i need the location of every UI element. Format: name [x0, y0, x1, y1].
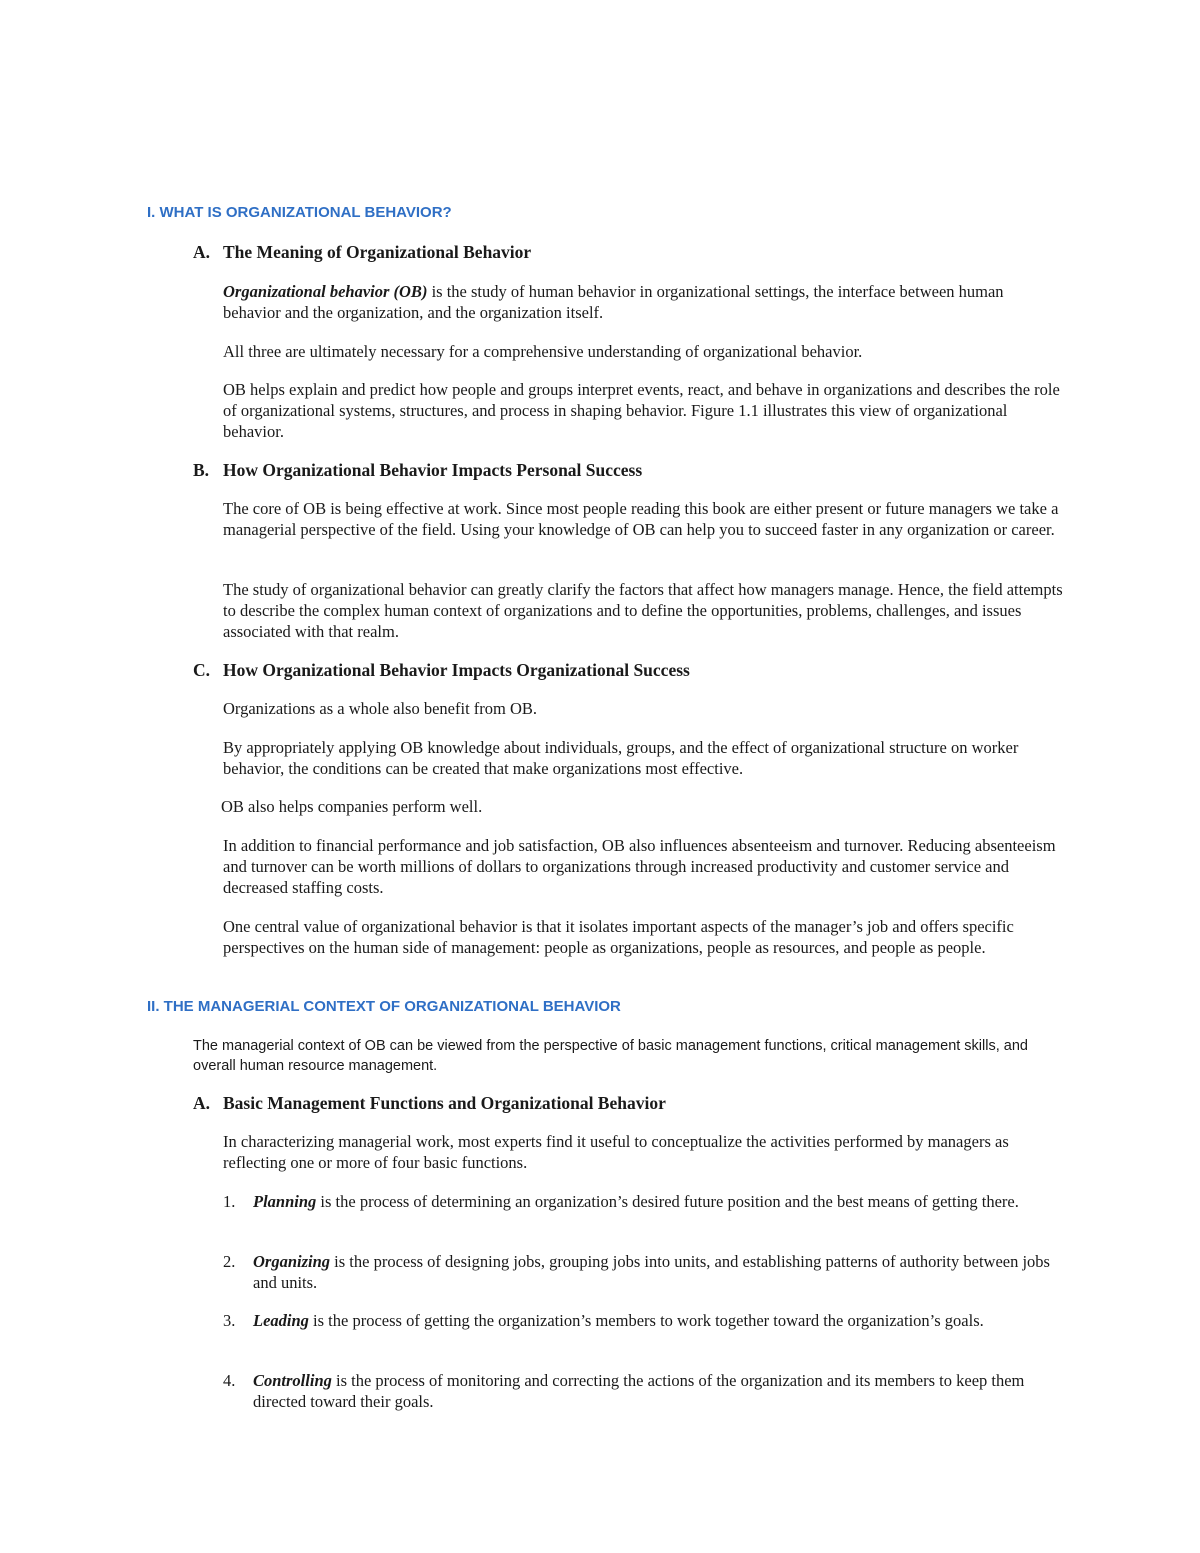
list-number: 4. — [223, 1371, 236, 1390]
term-planning: Planning — [253, 1192, 317, 1211]
subheading-letter: B. — [193, 460, 210, 480]
section-heading-2: II. THE MANAGERIAL CONTEXT OF ORGANIZATIONAL BEHAVIOR — [147, 998, 621, 1015]
subheading-meaning-of-ob — [193, 242, 531, 263]
subheading-title: How Organizational Behavior Impacts Personal Success — [223, 460, 643, 480]
list-item-text: is the process of designing jobs, grouping jobs into units, and establishing patterns of authority between jobs and units. — [253, 1252, 1050, 1292]
term-organizational-behavior: Organizational behavior (OB) — [223, 282, 428, 301]
term-controlling: Controlling — [253, 1371, 332, 1390]
list-item-leading — [223, 1310, 1063, 1331]
subheading-title: The Meaning of Organizational Behavior — [223, 242, 532, 262]
list-number: 3. — [223, 1311, 236, 1330]
paragraph-central-value: One central value of organizational behavior is that it isolates important aspects of the manager’s job and offers specific perspectives on the human side of management: people as organizations, people as resources, and people as people. — [223, 917, 1014, 957]
paragraph-absenteeism: In addition to financial performance and job satisfaction, OB also influences absenteeism and turnover. Reducing absenteeism and turnover can be worth millions of dollars to organizations through increased productivity and customer service and decreased staffing costs. — [223, 836, 1056, 897]
subheading-letter: C. — [193, 660, 211, 680]
list-number: 1. — [223, 1192, 236, 1211]
paragraph-companies-perform: OB also helps companies perform well. — [221, 797, 483, 816]
term-leading: Leading — [253, 1311, 309, 1330]
paragraph-organizations-benefit: Organizations as a whole also benefit from OB. — [223, 699, 538, 718]
paragraph-all-three: All three are ultimately necessary for a comprehensive understanding of organizational behavior. — [223, 342, 863, 361]
paragraph-ob-explains: OB helps explain and predict how people and groups interpret events, react, and behave in organizations and describes the role of organizational systems, structures, and process in shaping behavior. Figure 1.1 illustrates this view of organizational behavior. — [223, 380, 1060, 441]
subheading-letter: A. — [193, 1093, 211, 1113]
paragraph-study-of-ob: The study of organizational behavior can greatly clarify the factors that affect how managers manage. Hence, the field attempts to describe the complex human context of organizations and to define the opportunities, problems, challenges, and issues associated with that realm. — [223, 580, 1063, 641]
subheading-basic-functions — [193, 1093, 666, 1114]
subheading-letter: A. — [193, 242, 211, 262]
subheading-title: How Organizational Behavior Impacts Organizational Success — [223, 660, 690, 680]
paragraph-ob-definition — [223, 281, 1063, 323]
list-number: 2. — [223, 1252, 236, 1271]
section-heading-1: I. WHAT IS ORGANIZATIONAL BEHAVIOR? — [147, 204, 452, 221]
subheading-organizational-success — [193, 660, 690, 681]
paragraph-characterizing-work: In characterizing managerial work, most experts find it useful to conceptualize the activities performed by managers as reflecting one or more of four basic functions. — [223, 1132, 1009, 1172]
list-item-text: is the process of determining an organization’s desired future position and the best means of getting there. — [316, 1192, 1019, 1211]
subheading-title: Basic Management Functions and Organizational Behavior — [223, 1093, 666, 1113]
paragraph-core-of-ob: The core of OB is being effective at work. Since most people reading this book are either present or future managers we take a managerial perspective of the field. Using your knowledge of OB can help you to succeed faster in any organization or career. — [223, 499, 1059, 539]
subheading-personal-success — [193, 460, 642, 481]
list-item-organizing — [223, 1251, 1063, 1293]
paragraph-managerial-context: The managerial context of OB can be viewed from the perspective of basic management functions, critical management skills, and overall human resource management. — [193, 1038, 1028, 1074]
term-organizing: Organizing — [253, 1252, 331, 1271]
list-item-text: is the process of monitoring and correcting the actions of the organization and its members to keep them directed toward their goals. — [253, 1371, 1025, 1411]
paragraph-applying-ob: By appropriately applying OB knowledge about individuals, groups, and the effect of organizational structure on worker behavior, the conditions can be created that make organizations most effective. — [223, 738, 1019, 778]
list-item-planning — [223, 1191, 1063, 1212]
list-item-controlling — [223, 1370, 1063, 1412]
list-item-text: is the process of getting the organization’s members to work together toward the organization’s goals. — [308, 1311, 984, 1330]
paragraph-text: is the study of human behavior in organizational settings, the interface between human behavior and the organization, and the organization itself. — [223, 282, 1004, 322]
